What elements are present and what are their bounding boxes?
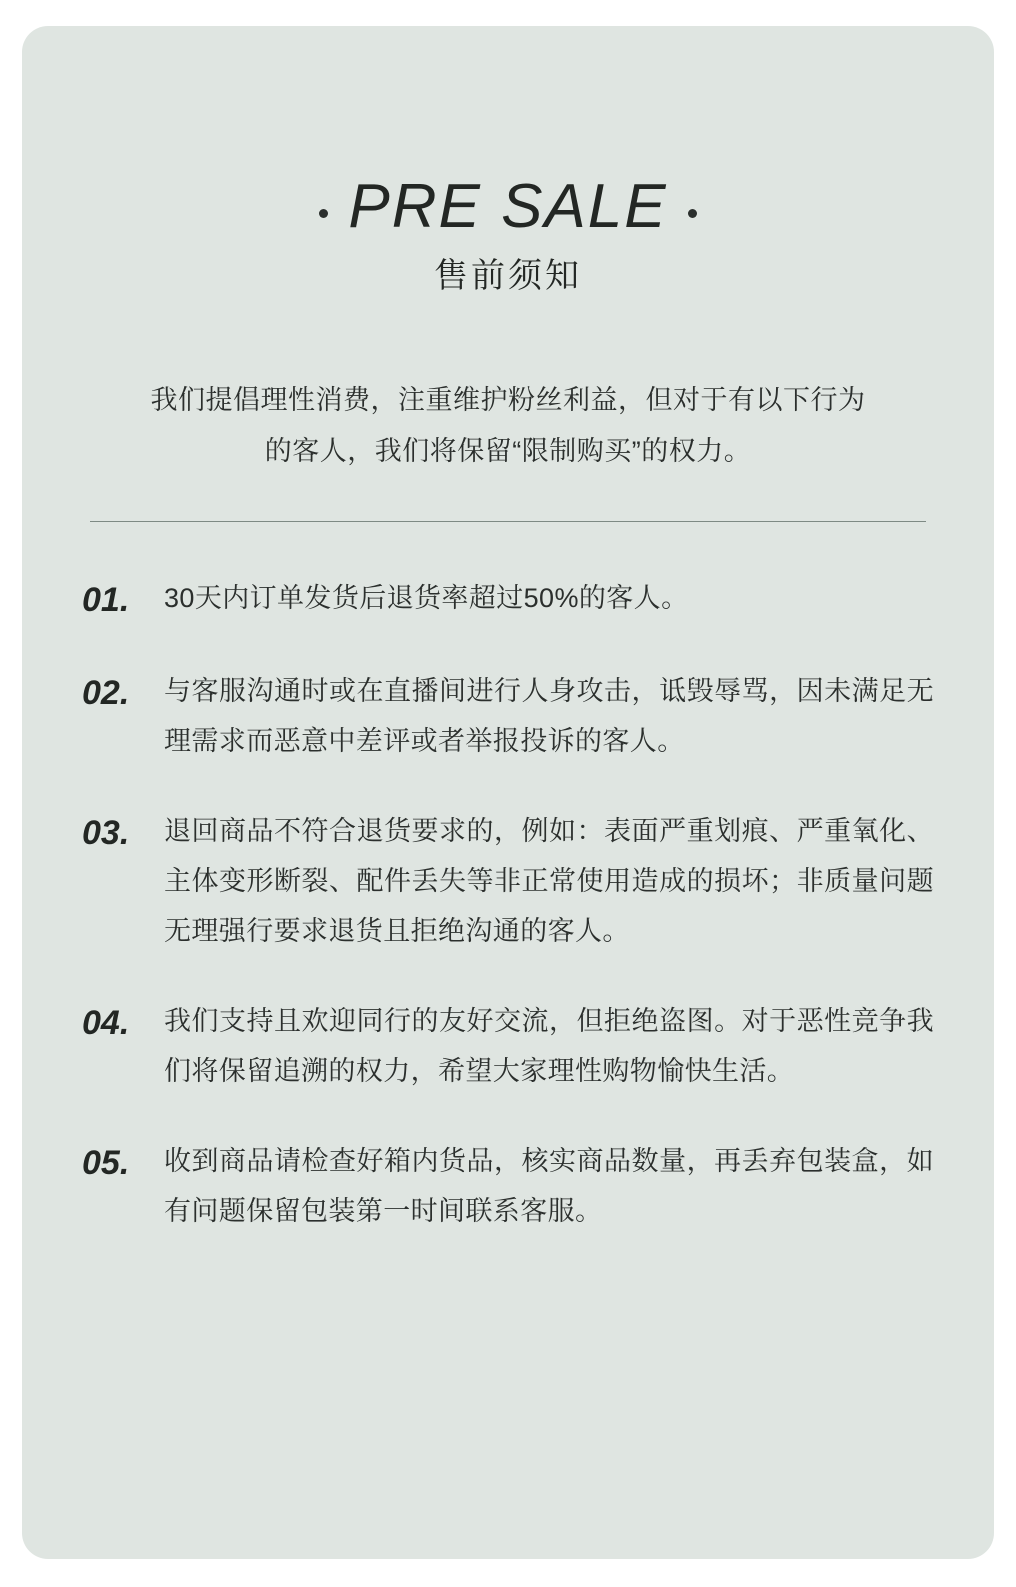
list-item <box>82 574 934 627</box>
card-header <box>22 26 994 297</box>
list-item-number: 02. <box>82 674 130 713</box>
intro-line-2: 的客人，我们将保留“限制购买”的权力。 <box>264 436 752 467</box>
list-item-number: 05. <box>82 1143 130 1182</box>
list-item-text: 我们支持且欢迎同行的友好交流，但拒绝盗图。对于恶性竞争我们将保留追溯的权力，希望大家理性购物愉快生活。 <box>164 1005 934 1086</box>
list-item <box>82 807 934 957</box>
list-item-text: 退回商品不符合退货要求的，例如：表面严重划痕、严重氧化、主体变形断裂、配件丢失等非正常使用造成的损坏；非质量问题无理强行要求退货且拒绝沟通的客人。 <box>164 815 934 946</box>
list-item <box>82 667 934 767</box>
list-item-text: 收到商品请检查好箱内货品，核实商品数量，再丢弃包装盒，如有问题保留包装第一时间联系客服。 <box>164 1145 934 1226</box>
page-title-en: PRE SALE <box>348 172 668 241</box>
list-item-number: 03. <box>82 813 130 852</box>
title-row <box>22 172 994 241</box>
terms-list <box>82 574 934 1236</box>
intro-paragraph <box>90 375 926 478</box>
list-item-number: 04. <box>82 1003 130 1042</box>
dot-right-icon <box>688 209 697 218</box>
list-item-text: 30天内订单发货后退货率超过50%的客人。 <box>164 583 689 614</box>
list-item-text: 与客服沟通时或在直播间进行人身攻击，诋毁辱骂，因未满足无理需求而恶意中差评或者举报投诉的客人。 <box>164 676 934 757</box>
section-divider <box>90 521 926 522</box>
presale-notice-card <box>22 26 994 1559</box>
intro-line-1: 我们提倡理性消费，注重维护粉丝利益，但对于有以下行为 <box>150 384 866 415</box>
dot-left-icon <box>319 209 328 218</box>
list-item <box>82 1137 934 1237</box>
list-item-number: 01. <box>82 581 130 620</box>
page-title-cn: 售前须知 <box>434 257 582 295</box>
list-item <box>82 997 934 1097</box>
